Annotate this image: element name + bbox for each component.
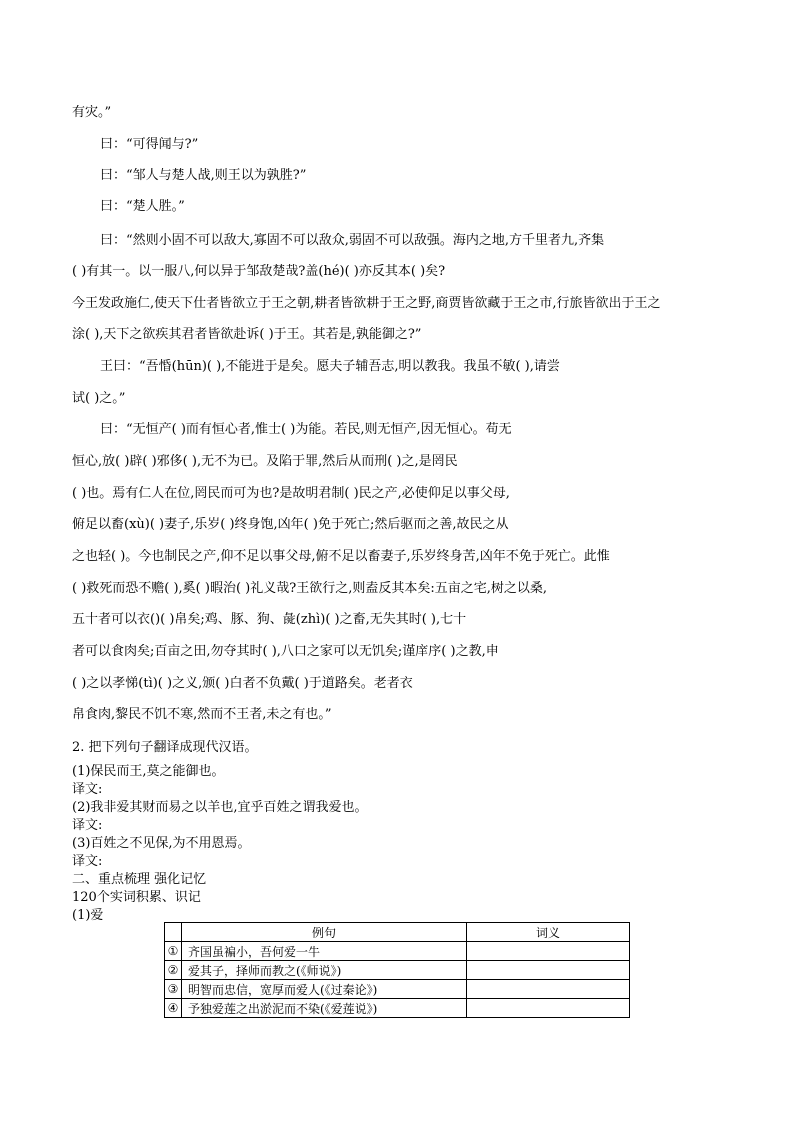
row-number: ① — [165, 942, 182, 961]
passage-line: 曰：“可得闻与?” — [100, 137, 199, 152]
passage-line: 者可以食肉矣;百亩之田,勿夺其时( ),八口之家可以无饥矣;谨庠序( )之教,申 — [72, 644, 499, 659]
table-row — [165, 942, 630, 961]
passage-line: 王曰：“吾惛(hūn)( ),不能进于是矣。愿夫子辅吾志,明以教我。我虽不敏( ),请尝 — [100, 359, 560, 374]
passage-line: 有灾。” — [72, 105, 112, 120]
table-header-meaning: 词义 — [467, 923, 630, 942]
passage-line: 曰：“无恒产( )而有恒心者,惟士( )为能。若民,则无恒产,因无恒心。苟无 — [100, 422, 512, 437]
section-2-title: 二、重点梳理 强化记忆 — [72, 872, 207, 887]
row-meaning-field[interactable] — [467, 942, 630, 961]
row-example: 明智而忠信，宽厚而爱人(《过秦论》) — [182, 980, 467, 999]
q2-sentence-3: (3)百姓之不见保,为不用恩焉。 — [72, 836, 251, 851]
passage-line: 曰：“楚人胜。” — [100, 199, 185, 214]
passage-line: 恒心,放( )辟( )邪侈( ),无不为已。及陷于罪,然后从而刑( )之,是罔民 — [72, 454, 458, 469]
section-2-subtitle: 120个实词积累、识记 — [72, 890, 201, 905]
table-row — [165, 980, 630, 999]
passage-line: 之也轻( )。今也制民之产,仰不足以事父母,俯不足以畜妻子,乐岁终身苦,凶年不免于死亡。此惟 — [72, 549, 610, 564]
row-number: ② — [165, 961, 182, 980]
row-number: ③ — [165, 980, 182, 999]
row-meaning-field[interactable] — [467, 980, 630, 999]
passage-line: ( )有其一。以一服八,何以异于邹敌楚哉?盖(hé)( )亦反其本( )矣? — [72, 264, 446, 279]
passage-line: 今王发政施仁,使天下仕者皆欲立于王之朝,耕者皆欲耕于王之野,商贾皆欲藏于王之市,行旅皆欲出于王之 — [72, 296, 661, 311]
table-row — [165, 961, 630, 980]
table-header-row — [165, 923, 630, 942]
passage-line: ( )也。焉有仁人在位,罔民而可为也?是故明君制( )民之产,必使仰足以事父母, — [72, 486, 510, 501]
row-meaning-field[interactable] — [467, 999, 630, 1018]
q2-sentence-2: (2)我非爱其财而易之以羊也,宜乎百姓之谓我爱也。 — [72, 800, 368, 815]
row-example: 爱其子，择师而教之(《师说》) — [182, 961, 467, 980]
question-2-title: 2. 把下列句子翻译成现代汉语。 — [72, 740, 258, 755]
passage-line: 试( )之。” — [72, 391, 126, 406]
table-row — [165, 999, 630, 1018]
row-example: 予独爱莲之出淤泥而不染(《爱莲说》) — [182, 999, 467, 1018]
passage-line: 俯足以畜(xù)( )妻子,乐岁( )终身饱,凶年( )免于死亡;然后驱而之善,故民之从 — [72, 517, 509, 532]
q2-translation-label-2: 译文: — [72, 818, 103, 833]
row-meaning-field[interactable] — [467, 961, 630, 980]
table-header-num — [165, 923, 182, 942]
q2-translation-label-3: 译文: — [72, 854, 103, 869]
table-header-example: 例句 — [182, 923, 467, 942]
passage-line: ( )救死而恐不赡( ),奚( )暇治( )礼义哉?王欲行之,则盍反其本矣:五亩之宅,树之以桑, — [72, 581, 547, 596]
passage-line: 曰：“邹人与楚人战,则王以为孰胜?” — [100, 168, 307, 183]
passage-line: ( )之以孝悌(tì)( )之义,颁( )白者不负戴( )于道路矣。老者衣 — [72, 676, 413, 691]
passage-line: 五十者可以衣()( )帛矣;鸡、豚、狗、彘(zhì)( )之畜,无失其时( ),七十 — [72, 612, 467, 627]
row-number: ④ — [165, 999, 182, 1018]
row-example: 齐国虽褊小，吾何爱一牛 — [182, 942, 467, 961]
passage-line: 帛食肉,黎民不饥不寒,然而不王者,未之有也。” — [72, 707, 332, 722]
passage-line: 涂( ),天下之欲疾其君者皆欲赴诉( )于王。其若是,孰能御之?” — [72, 327, 422, 342]
q2-sentence-1: (1)保民而王,莫之能御也。 — [72, 764, 225, 779]
q2-translation-label-1: 译文: — [72, 782, 103, 797]
word-meaning-table — [164, 922, 630, 1018]
word-item-ai: (1)爱 — [72, 908, 104, 923]
passage-line: 曰：“然则小固不可以敌大,寡固不可以敌众,弱固不可以敌强。海内之地,方千里者九,齐集 — [100, 233, 605, 248]
